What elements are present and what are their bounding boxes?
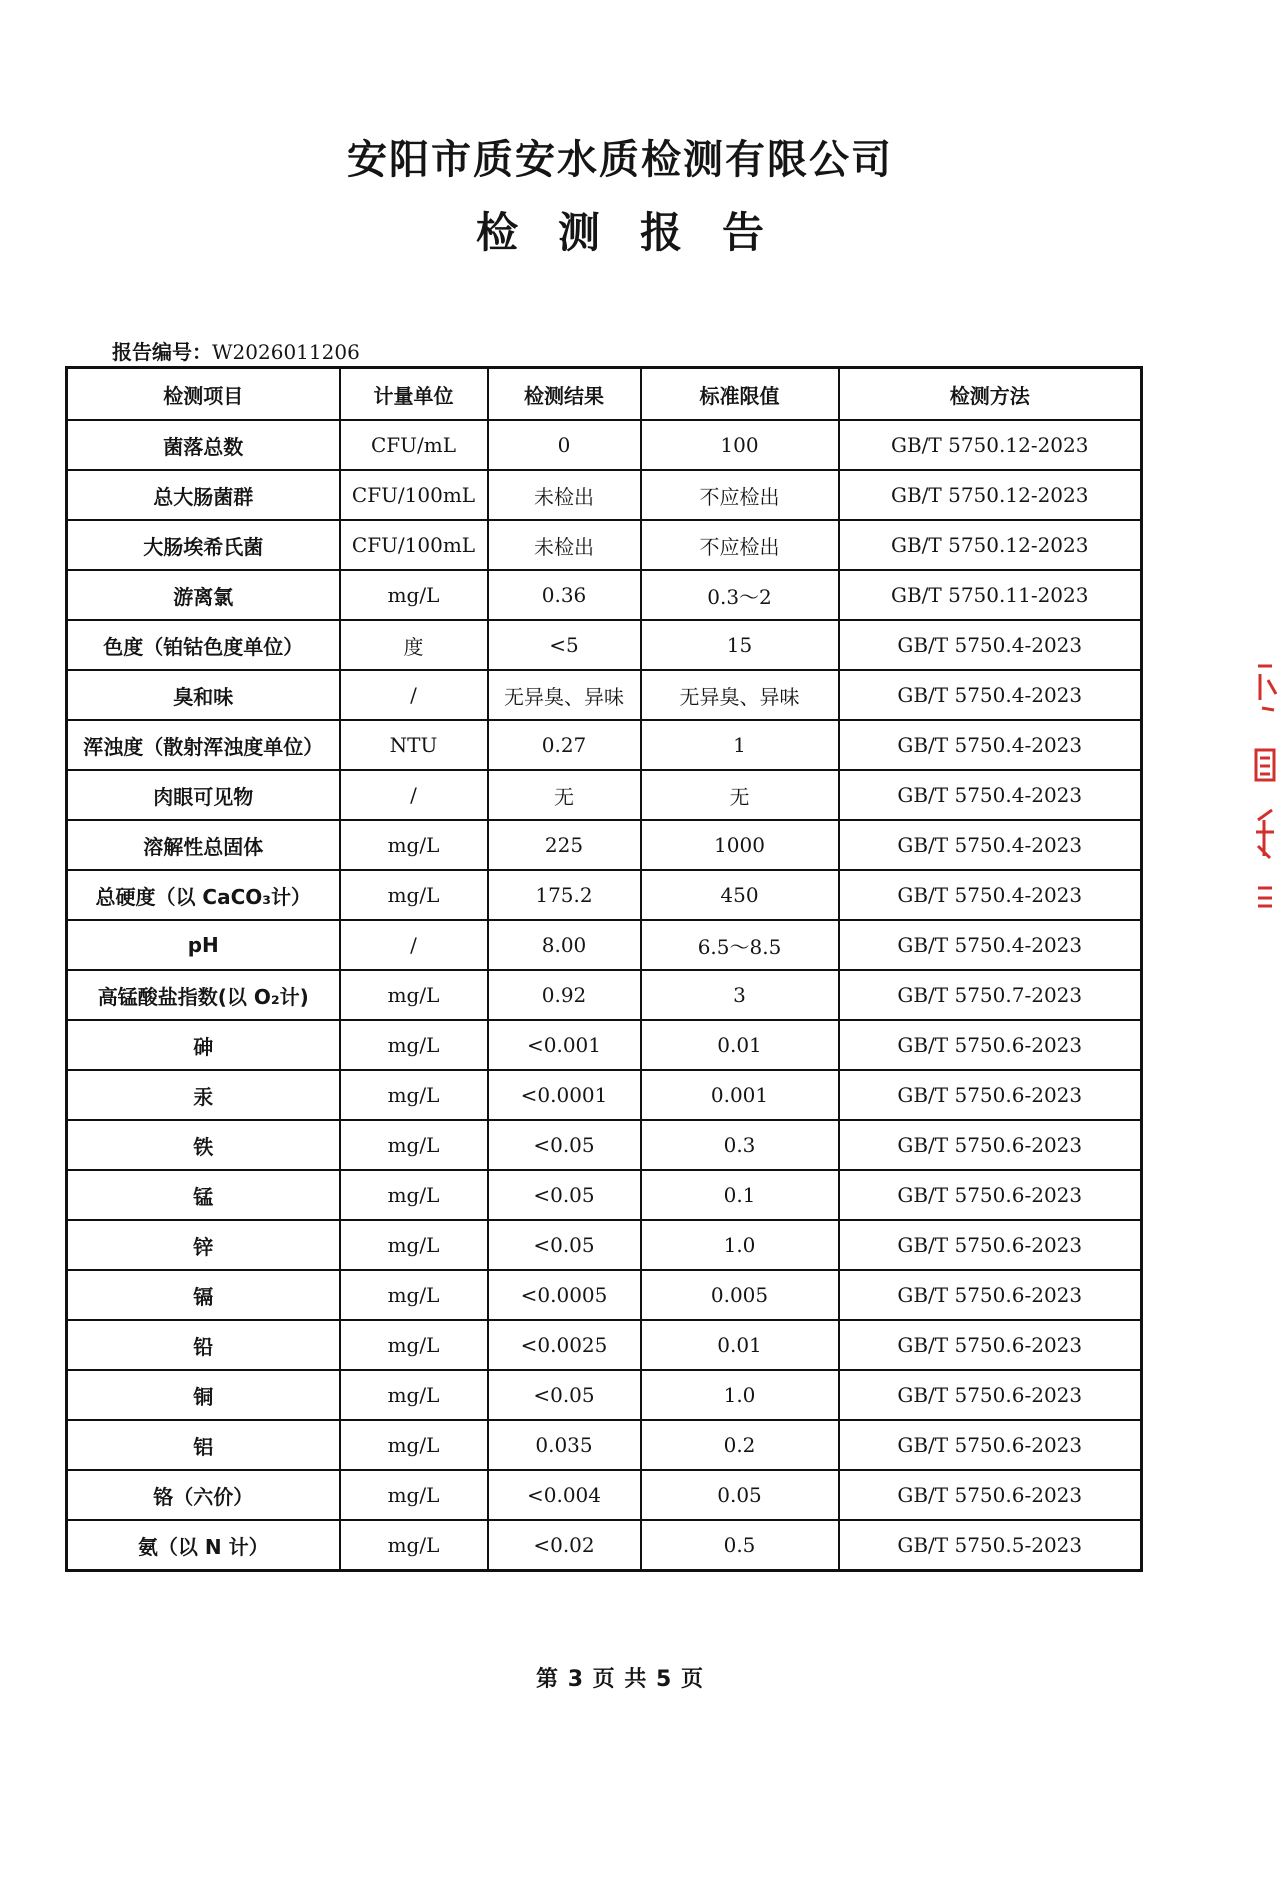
cell-method: GB/T 5750.12-2023 [839, 470, 1142, 520]
table-row [67, 1120, 1142, 1170]
cell-result: 未检出 [488, 470, 641, 520]
table-row [67, 920, 1142, 970]
table-row [67, 670, 1142, 720]
cell-unit: CFU/100mL [340, 470, 488, 520]
cell-limit: 0.2 [641, 1420, 839, 1470]
table-row [67, 1470, 1142, 1520]
table-row [67, 870, 1142, 920]
cell-result: <0.05 [488, 1120, 641, 1170]
table-row [67, 520, 1142, 570]
cell-limit: 0.01 [641, 1320, 839, 1370]
cell-method: GB/T 5750.6-2023 [839, 1420, 1142, 1470]
table-row [67, 570, 1142, 620]
table-row [67, 620, 1142, 670]
cell-item: 总大肠菌群 [67, 470, 340, 520]
cell-unit: mg/L [340, 820, 488, 870]
report-number-value: W2026011206 [212, 340, 360, 364]
cell-method: GB/T 5750.5-2023 [839, 1520, 1142, 1571]
cell-result: 未检出 [488, 520, 641, 570]
cell-limit: 无异臭、异味 [641, 670, 839, 720]
cell-item: 游离氯 [67, 570, 340, 620]
table-row [67, 1220, 1142, 1270]
cell-method: GB/T 5750.11-2023 [839, 570, 1142, 620]
cell-limit: 1.0 [641, 1220, 839, 1270]
cell-item: 总硬度（以 CaCO₃计） [67, 870, 340, 920]
table-row [67, 1170, 1142, 1220]
cell-item: 铬（六价） [67, 1470, 340, 1520]
table-row [67, 970, 1142, 1020]
table-row [67, 420, 1142, 470]
cell-unit: mg/L [340, 1520, 488, 1571]
cell-result: <0.05 [488, 1170, 641, 1220]
cell-method: GB/T 5750.4-2023 [839, 870, 1142, 920]
cell-method: GB/T 5750.12-2023 [839, 520, 1142, 570]
cell-method: GB/T 5750.4-2023 [839, 920, 1142, 970]
cell-limit: 100 [641, 420, 839, 470]
cell-unit: mg/L [340, 1270, 488, 1320]
test-results-table [65, 366, 1143, 1572]
cell-limit: 0.3 [641, 1120, 839, 1170]
cell-limit: 0.1 [641, 1170, 839, 1220]
cell-item: 汞 [67, 1070, 340, 1120]
cell-item: 溶解性总固体 [67, 820, 340, 870]
cell-item: 铜 [67, 1370, 340, 1420]
cell-item: 肉眼可见物 [67, 770, 340, 820]
cell-limit: 0.05 [641, 1470, 839, 1520]
header-limit: 标准限值 [641, 368, 839, 421]
cell-item: 铅 [67, 1320, 340, 1370]
cell-result: 175.2 [488, 870, 641, 920]
cell-unit: mg/L [340, 1120, 488, 1170]
cell-unit: mg/L [340, 970, 488, 1020]
table-row [67, 720, 1142, 770]
cell-result: 0.035 [488, 1420, 641, 1470]
cell-unit: mg/L [340, 1220, 488, 1270]
cell-unit: mg/L [340, 870, 488, 920]
table-row [67, 1320, 1142, 1370]
page-number: 第 3 页 共 5 页 [536, 1667, 704, 1692]
cell-unit: CFU/100mL [340, 520, 488, 570]
table-body [67, 420, 1142, 1571]
cell-method: GB/T 5750.6-2023 [839, 1370, 1142, 1420]
cell-limit: 1000 [641, 820, 839, 870]
cell-unit: mg/L [340, 570, 488, 620]
seal-stamp-fragment [1250, 660, 1279, 910]
cell-limit: 无 [641, 770, 839, 820]
cell-limit: 不应检出 [641, 520, 839, 570]
cell-limit: 3 [641, 970, 839, 1020]
cell-unit: 度 [340, 620, 488, 670]
table-row [67, 1020, 1142, 1070]
report-number-label: 报告编号： [112, 340, 212, 364]
cell-item: 菌落总数 [67, 420, 340, 470]
cell-method: GB/T 5750.6-2023 [839, 1470, 1142, 1520]
cell-method: GB/T 5750.4-2023 [839, 670, 1142, 720]
cell-unit: mg/L [340, 1420, 488, 1470]
table-row [67, 1070, 1142, 1120]
header-result: 检测结果 [488, 368, 641, 421]
cell-item: 锰 [67, 1170, 340, 1220]
cell-method: GB/T 5750.6-2023 [839, 1020, 1142, 1070]
cell-result: 无异臭、异味 [488, 670, 641, 720]
cell-result: <0.05 [488, 1370, 641, 1420]
report-title: 检测报告 [475, 208, 804, 257]
cell-limit: 1.0 [641, 1370, 839, 1420]
cell-item: 臭和味 [67, 670, 340, 720]
table-header-row [67, 368, 1142, 421]
cell-limit: 0.005 [641, 1270, 839, 1320]
cell-limit: 15 [641, 620, 839, 670]
cell-unit: / [340, 920, 488, 970]
cell-limit: 1 [641, 720, 839, 770]
cell-result: <0.004 [488, 1470, 641, 1520]
cell-method: GB/T 5750.4-2023 [839, 720, 1142, 770]
table-row [67, 1270, 1142, 1320]
cell-method: GB/T 5750.6-2023 [839, 1220, 1142, 1270]
cell-unit: CFU/mL [340, 420, 488, 470]
table-row [67, 1370, 1142, 1420]
cell-item: 浑浊度（散射浑浊度单位） [67, 720, 340, 770]
cell-result: 0.36 [488, 570, 641, 620]
cell-result: <0.001 [488, 1020, 641, 1070]
cell-method: GB/T 5750.4-2023 [839, 820, 1142, 870]
cell-item: 锌 [67, 1220, 340, 1270]
cell-method: GB/T 5750.6-2023 [839, 1270, 1142, 1320]
cell-unit: mg/L [340, 1370, 488, 1420]
table-row [67, 470, 1142, 520]
cell-limit: 不应检出 [641, 470, 839, 520]
cell-limit: 0.3～2 [641, 570, 839, 620]
cell-method: GB/T 5750.7-2023 [839, 970, 1142, 1020]
cell-result: 0.27 [488, 720, 641, 770]
cell-result: <0.0005 [488, 1270, 641, 1320]
cell-item: 铁 [67, 1120, 340, 1170]
table-row [67, 1420, 1142, 1470]
header-item: 检测项目 [67, 368, 340, 421]
cell-item: 色度（铂钴色度单位） [67, 620, 340, 670]
cell-method: GB/T 5750.12-2023 [839, 420, 1142, 470]
cell-method: GB/T 5750.6-2023 [839, 1320, 1142, 1370]
cell-result: 0 [488, 420, 641, 470]
cell-item: 大肠埃希氏菌 [67, 520, 340, 570]
cell-item: 高锰酸盐指数(以 O₂计) [67, 970, 340, 1020]
cell-unit: / [340, 770, 488, 820]
cell-limit: 6.5～8.5 [641, 920, 839, 970]
cell-item: pH [67, 920, 340, 970]
cell-unit: mg/L [340, 1470, 488, 1520]
cell-unit: mg/L [340, 1070, 488, 1120]
cell-limit: 0.01 [641, 1020, 839, 1070]
cell-result: <0.05 [488, 1220, 641, 1270]
cell-result: <0.02 [488, 1520, 641, 1571]
header-method: 检测方法 [839, 368, 1142, 421]
cell-method: GB/T 5750.6-2023 [839, 1070, 1142, 1120]
cell-limit: 0.001 [641, 1070, 839, 1120]
cell-result: <0.0025 [488, 1320, 641, 1370]
report-number [112, 336, 360, 365]
header-unit: 计量单位 [340, 368, 488, 421]
cell-unit: mg/L [340, 1170, 488, 1220]
table-row [67, 820, 1142, 870]
cell-result: 无 [488, 770, 641, 820]
company-name: 安阳市质安水质检测有限公司 [347, 137, 893, 183]
table-row [67, 1520, 1142, 1571]
cell-unit: mg/L [340, 1020, 488, 1070]
cell-result: <5 [488, 620, 641, 670]
cell-limit: 450 [641, 870, 839, 920]
cell-method: GB/T 5750.6-2023 [839, 1120, 1142, 1170]
cell-result: 0.92 [488, 970, 641, 1020]
cell-result: 8.00 [488, 920, 641, 970]
cell-result: <0.0001 [488, 1070, 641, 1120]
cell-item: 砷 [67, 1020, 340, 1070]
table-row [67, 770, 1142, 820]
cell-item: 铝 [67, 1420, 340, 1470]
cell-limit: 0.5 [641, 1520, 839, 1571]
cell-result: 225 [488, 820, 641, 870]
cell-method: GB/T 5750.4-2023 [839, 620, 1142, 670]
cell-unit: NTU [340, 720, 488, 770]
cell-item: 氨（以 N 计） [67, 1520, 340, 1571]
cell-method: GB/T 5750.4-2023 [839, 770, 1142, 820]
cell-unit: mg/L [340, 1320, 488, 1370]
cell-unit: / [340, 670, 488, 720]
cell-item: 镉 [67, 1270, 340, 1320]
cell-method: GB/T 5750.6-2023 [839, 1170, 1142, 1220]
